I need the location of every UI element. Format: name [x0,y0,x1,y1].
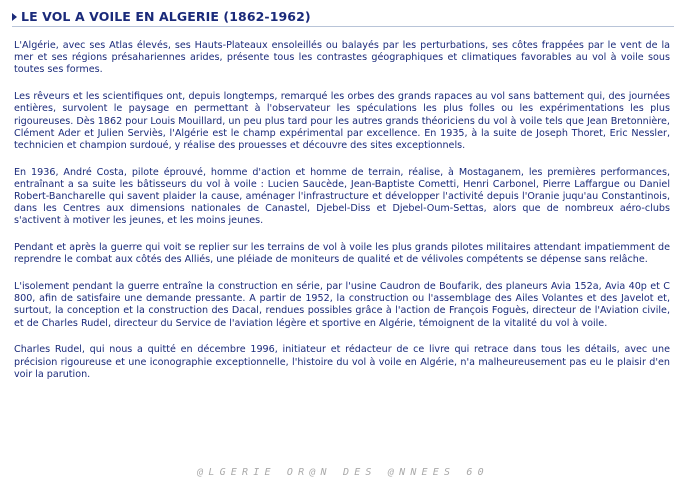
paragraph-construction: L'isolement pendant la guerre entraîne la construction en série, par l'usine Caudron de Boufarik, des planeurs Avia 152a, Avia 40p et C 800, afin de satisfaire une demande pressante. A partir de 1952, la construction ou l'assemblage des Ailes Volantes et des Javelot et, surtout, la conception et la construction des Dacal, rendues possibles grâce à l'action de François Foguès, directeur de l'Aviation civile, et de Charles Rudel, directeur du Service de l'aviation légère et sportive en Algérie, témoignent de la vitalité du vol à voile. [14,281,670,329]
footer-signature: @LGERIE OR@N DES @NNEES 60 [197,467,489,478]
paragraph-war: Pendant et après la guerre qui voit se replier sur les terrains de vol à voile les plus grands pilotes militaires attendant impatiemment de reprendre le combat aux côtés des Alliés, une pléiade de moniteurs de qualité et de vélivoles compétents se dépense sans relâche. [14,242,670,266]
triangle-right-icon [12,13,17,21]
page-title: LE VOL A VOILE EN ALGERIE (1862-1962) [21,8,311,24]
paragraph-dreamers: Les rêveurs et les scientifiques ont, depuis longtemps, remarqué les orbes des grands rapaces au vol sans battement qui, des journées entières, survolent le paysage en permettant à l'observateur les spéculations les plus folles ou les expérimentations les plus rigoureuses. Dès 1862 pour Louis Mouillard, un peu plus tard pour les autres grands théoriciens du vol à voile tels que Jean Bretonnière, Clément Ader et Julien Serviès, l'Algérie est le champ expérimental par excellence. En 1935, à la suite de Joseph Thoret, Eric Nessler, technicien et champion surdoué, y réalise des prouesses et découvre des sites exceptionnels. [14,91,670,151]
paragraph-1936: En 1936, André Costa, pilote éprouvé, homme d'action et homme de terrain, réalise, à Mostaganem, les premières performances, entraînant a sa suite les bâtisseurs du vol à voile : Lucien Saucède, Jean-Baptiste Cometti, Henri Carbonel, Pierre Laffargue ou Daniel Robert-Bancharelle qui savent plaider la cause, aménager l'infrastructure et développer l'activité depuis l'Oranie juqu'au Constantinois, dans les Centres aux dimensions nationales de Canastel, Djebel-Diss et Djebel-Oum-Settas, alors que de nombreux aéro-clubs s'activent à motiver les jeunes, et les moins jeunes. [14,166,670,227]
article-body [14,40,670,395]
paragraph-rudel: Charles Rudel, qui nous a quitté en décembre 1996, initiateur et rédacteur de ce livre qui retrace dans tous les détails, avec une précision rigoureuse et une iconographie exceptionnelle, l'histoire du vol à voile en Algérie, n'a malheureusement pas eu le plaisir d'en voir la parution. [14,344,670,380]
page-header [12,6,674,27]
paragraph-intro: L'Algérie, avec ses Atlas élevés, ses Hauts-Plateaux ensoleillés ou balayés par les perturbations, ses côtes frappées par le vent de la mer et ses régions présahariennes arides, présente tous les contrastes géographiques et climatiques favorables au vol à voile sous toutes ses formes. [14,40,670,76]
